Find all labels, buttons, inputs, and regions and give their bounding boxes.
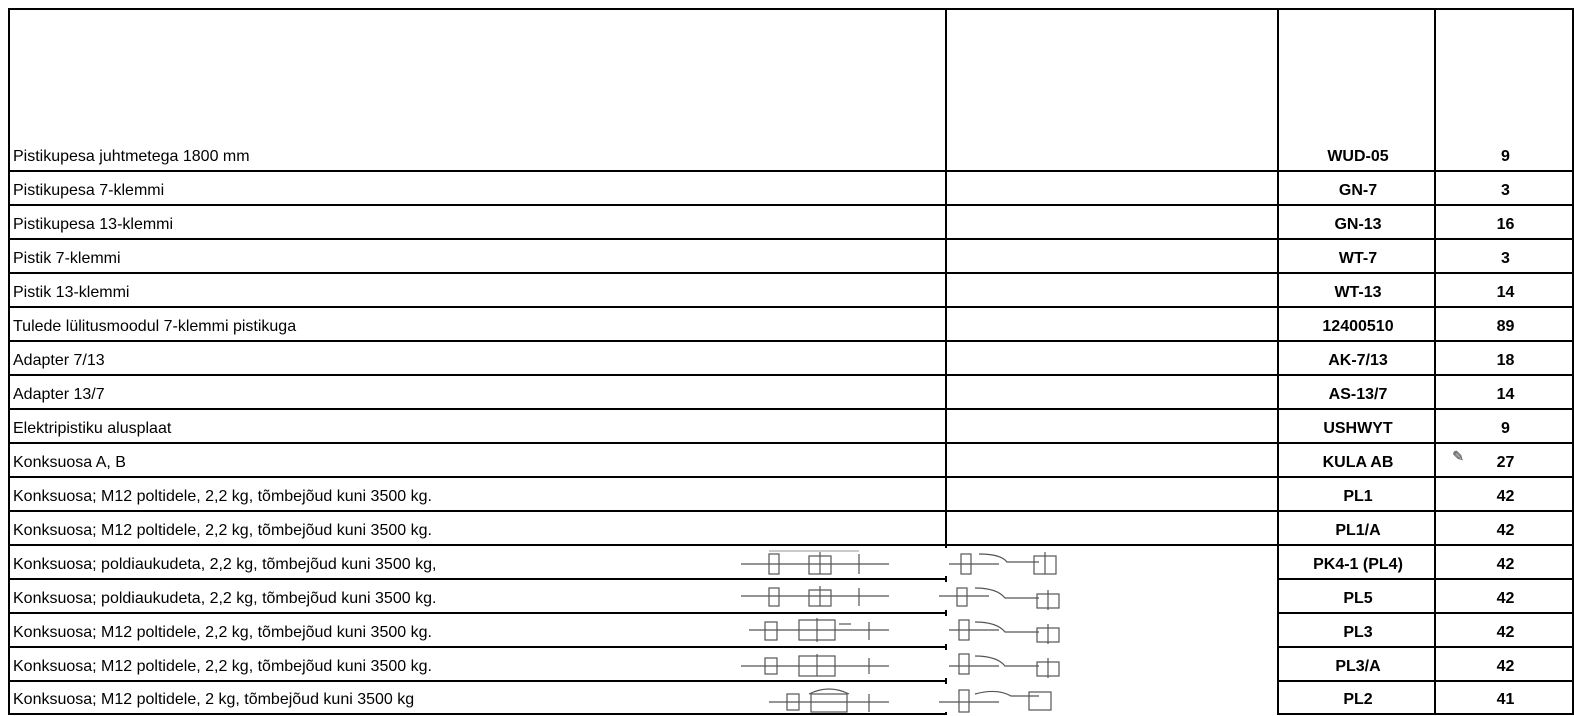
code-cell[interactable]: WT-13 <box>1278 273 1435 307</box>
table-row <box>9 307 1573 341</box>
table-row <box>9 171 1573 205</box>
price-cell[interactable]: 16 <box>1435 205 1573 239</box>
table-row <box>9 341 1573 375</box>
image-cell[interactable] <box>946 9 1278 171</box>
code-cell[interactable]: AK-7/13 <box>1278 341 1435 375</box>
image-cell[interactable] <box>946 409 1278 443</box>
image-cell[interactable] <box>946 307 1278 341</box>
code-cell[interactable]: PK4-1 (PL4) <box>1278 545 1435 579</box>
description-cell[interactable]: Pistik 7-klemmi <box>9 239 946 273</box>
price-cell[interactable]: 3 <box>1435 171 1573 205</box>
price-cell[interactable]: 14 <box>1435 375 1573 409</box>
code-cell[interactable]: 12400510 <box>1278 307 1435 341</box>
code-cell[interactable]: PL1/A <box>1278 511 1435 545</box>
price-cell[interactable]: 42 <box>1435 647 1573 681</box>
description-cell[interactable]: Pistikupesa 13-klemmi <box>9 205 946 239</box>
table-row <box>9 613 1573 647</box>
image-cell[interactable] <box>946 273 1278 307</box>
price-cell[interactable]: 42 <box>1435 579 1573 613</box>
table-row <box>9 443 1573 477</box>
code-cell[interactable]: PL3 <box>1278 613 1435 647</box>
description-cell[interactable]: Tulede lülitusmoodul 7-klemmi pistikuga <box>9 307 946 341</box>
price-cell[interactable]: 9 <box>1435 9 1573 171</box>
table-row <box>9 477 1573 511</box>
price-cell[interactable]: 42 <box>1435 477 1573 511</box>
price-cell[interactable]: 9 <box>1435 409 1573 443</box>
image-cell[interactable] <box>946 647 1278 681</box>
description-cell[interactable]: Konksuosa; M12 poltidele, 2,2 kg, tõmbejõud kuni 3500 kg. <box>9 477 946 511</box>
table-row <box>9 511 1573 545</box>
hitch-drawing-icon <box>739 650 1089 678</box>
code-cell[interactable]: USHWYT <box>1278 409 1435 443</box>
price-cell[interactable]: 42 <box>1435 613 1573 647</box>
table-row <box>9 647 1573 681</box>
description-cell[interactable]: Pistikupesa juhtmetega 1800 mm <box>9 9 946 171</box>
table-row <box>9 545 1573 579</box>
description-cell[interactable]: Elektripistiku alusplaat <box>9 409 946 443</box>
code-cell[interactable]: PL1 <box>1278 477 1435 511</box>
image-cell[interactable] <box>946 375 1278 409</box>
price-cell[interactable]: 89 <box>1435 307 1573 341</box>
image-cell[interactable] <box>946 613 1278 647</box>
code-cell[interactable]: GN-7 <box>1278 171 1435 205</box>
description-cell[interactable]: Pistikupesa 7-klemmi <box>9 171 946 205</box>
table-row <box>9 681 1573 714</box>
image-cell[interactable] <box>946 681 1278 714</box>
table-row <box>9 239 1573 273</box>
table-row <box>9 273 1573 307</box>
code-cell[interactable]: WT-7 <box>1278 239 1435 273</box>
pointer-icon: ✎ <box>1452 448 1464 464</box>
image-cell[interactable] <box>946 545 1278 579</box>
code-cell[interactable]: PL3/A <box>1278 647 1435 681</box>
description-cell[interactable]: Pistik 13-klemmi <box>9 273 946 307</box>
image-cell[interactable] <box>946 341 1278 375</box>
code-cell[interactable]: AS-13/7 <box>1278 375 1435 409</box>
image-cell[interactable] <box>946 579 1278 613</box>
code-cell[interactable]: PL5 <box>1278 579 1435 613</box>
image-cell[interactable] <box>946 511 1278 545</box>
description-cell[interactable]: Adapter 13/7 <box>9 375 946 409</box>
hitch-drawing-icon <box>739 684 1089 712</box>
price-cell[interactable]: 41 <box>1435 681 1573 714</box>
image-cell[interactable] <box>946 205 1278 239</box>
image-cell[interactable] <box>946 239 1278 273</box>
price-cell[interactable]: 27 <box>1435 443 1573 477</box>
table-row <box>9 205 1573 239</box>
description-cell[interactable]: Adapter 7/13 <box>9 341 946 375</box>
table-row <box>9 579 1573 613</box>
description-cell[interactable]: Konksuosa A, B <box>9 443 946 477</box>
price-cell[interactable]: 3 <box>1435 239 1573 273</box>
price-cell[interactable]: 18 <box>1435 341 1573 375</box>
code-cell[interactable]: GN-13 <box>1278 205 1435 239</box>
image-cell[interactable] <box>946 477 1278 511</box>
table-row <box>9 375 1573 409</box>
hitch-drawing-icon <box>739 616 1089 644</box>
code-cell[interactable]: WUD-05 <box>1278 9 1435 171</box>
price-table <box>8 8 1574 715</box>
description-cell[interactable]: Konksuosa; poldiaukudeta, 2,2 kg, tõmbejõud kuni 3500 kg, <box>9 545 946 579</box>
price-cell[interactable]: 42 <box>1435 511 1573 545</box>
image-cell[interactable] <box>946 171 1278 205</box>
description-cell[interactable]: Konksuosa; M12 poltidele, 2 kg, tõmbejõud kuni 3500 kg <box>9 681 946 714</box>
description-cell[interactable]: Konksuosa; poldiaukudeta, 2,2 kg, tõmbejõud kuni 3500 kg. <box>9 579 946 613</box>
code-cell[interactable]: KULA AB ✎ <box>1278 443 1435 477</box>
description-cell[interactable]: Konksuosa; M12 poltidele, 2,2 kg, tõmbejõud kuni 3500 kg. <box>9 511 946 545</box>
hitch-drawing-icon <box>739 582 1089 610</box>
table-row <box>9 409 1573 443</box>
price-cell[interactable]: 14 <box>1435 273 1573 307</box>
description-cell[interactable]: Konksuosa; M12 poltidele, 2,2 kg, tõmbejõud kuni 3500 kg. <box>9 613 946 647</box>
code-cell[interactable]: PL2 <box>1278 681 1435 714</box>
image-cell[interactable] <box>946 443 1278 477</box>
hitch-drawing-icon <box>739 548 1089 576</box>
description-cell[interactable]: Konksuosa; M12 poltidele, 2,2 kg, tõmbejõud kuni 3500 kg. <box>9 647 946 681</box>
price-cell[interactable]: 42 <box>1435 545 1573 579</box>
table-row <box>9 9 1573 171</box>
